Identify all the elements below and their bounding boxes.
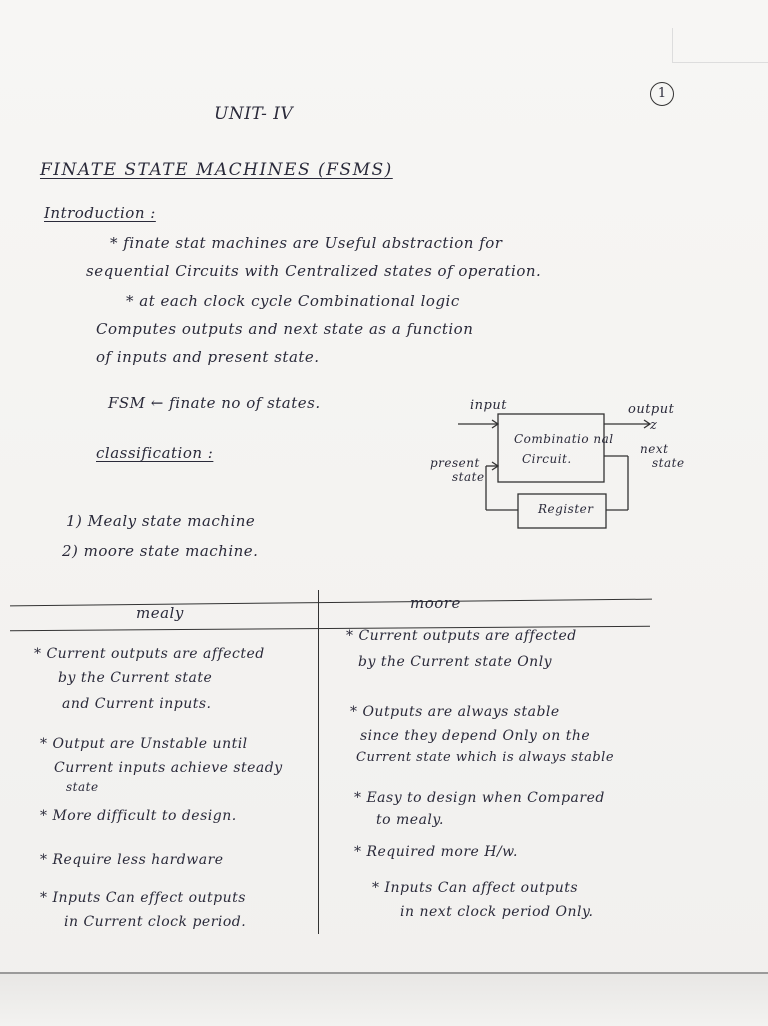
mealy-row-2-line-2: Current inputs achieve steady: [54, 760, 283, 776]
page-bottom-edge: [0, 972, 768, 1026]
intro-line-1: * finate stat machines are Useful abstraction for: [110, 234, 503, 252]
diagram-combinational-label: Combinatio nal: [514, 432, 614, 446]
moore-row-2-line-3: Current state which is always stable: [356, 750, 615, 765]
mealy-row-1-line-2: by the Current state: [58, 670, 213, 686]
intro-line-4: Computes outputs and next state as a function: [96, 320, 474, 338]
moore-row-5-line-2: in next clock period Only.: [400, 904, 594, 920]
table-column-divider: [318, 590, 319, 934]
mealy-row-1-line-3: and Current inputs.: [62, 696, 212, 712]
mealy-row-5-line-2: in Current clock period.: [64, 914, 247, 930]
moore-row-2-line-2: since they depend Only on the: [360, 728, 591, 744]
intro-line-2: sequential Circuits with Centralized states of operation.: [86, 262, 542, 280]
diagram-present-state-label: state: [452, 470, 485, 484]
mealy-column-header: mealy: [136, 604, 184, 622]
page-number: 1: [650, 82, 674, 106]
moore-row-3-line-1: * Easy to design when Compared: [354, 790, 605, 806]
moore-row-1-line-1: * Current outputs are affected: [346, 628, 577, 644]
classification-heading: classification :: [96, 444, 214, 462]
diagram-input-label: input: [470, 398, 507, 413]
moore-column-header: moore: [410, 594, 461, 612]
mealy-row-2-line-3: state: [66, 780, 99, 794]
diagram-next-state-label: state: [652, 456, 685, 470]
class-item-moore: 2) moore state machine.: [62, 542, 259, 560]
moore-row-4: * Required more H/w.: [354, 844, 518, 860]
mealy-row-4: * Require less hardware: [40, 852, 224, 868]
intro-line-3: * at each clock cycle Combinational logic: [126, 292, 460, 310]
moore-row-5-line-1: * Inputs Can affect outputs: [372, 880, 579, 896]
diagram-output-label: output: [628, 402, 675, 417]
diagram-register-label: Register: [538, 502, 594, 516]
intro-line-5: of inputs and present state.: [96, 348, 320, 366]
mealy-row-1-line-1: * Current outputs are affected: [34, 646, 265, 662]
intro-heading: Introduction :: [44, 204, 156, 222]
diagram-z-label: z: [650, 418, 658, 433]
diagram-circuit-label: Circuit.: [522, 452, 572, 466]
mealy-row-3: * More difficult to design.: [40, 808, 237, 824]
diagram-next-label: next: [640, 442, 669, 456]
combinational-circuit-box: [498, 414, 604, 482]
moore-row-1-line-2: by the Current state Only: [358, 654, 553, 670]
main-title: FINATE STATE MACHINES (FSMS): [40, 160, 393, 180]
mealy-row-5-line-1: * Inputs Can effect outputs: [40, 890, 246, 906]
class-item-mealy: 1) Mealy state machine: [66, 512, 256, 530]
moore-row-3-line-2: to mealy.: [376, 812, 444, 828]
fsm-definition: FSM ← finate no of states.: [108, 394, 321, 412]
moore-row-2-line-1: * Outputs are always stable: [350, 704, 560, 720]
unit-title: UNIT- IV: [214, 104, 294, 124]
diagram-present-label: present: [430, 456, 480, 470]
mealy-row-2-line-1: * Output are Unstable until: [40, 736, 248, 752]
